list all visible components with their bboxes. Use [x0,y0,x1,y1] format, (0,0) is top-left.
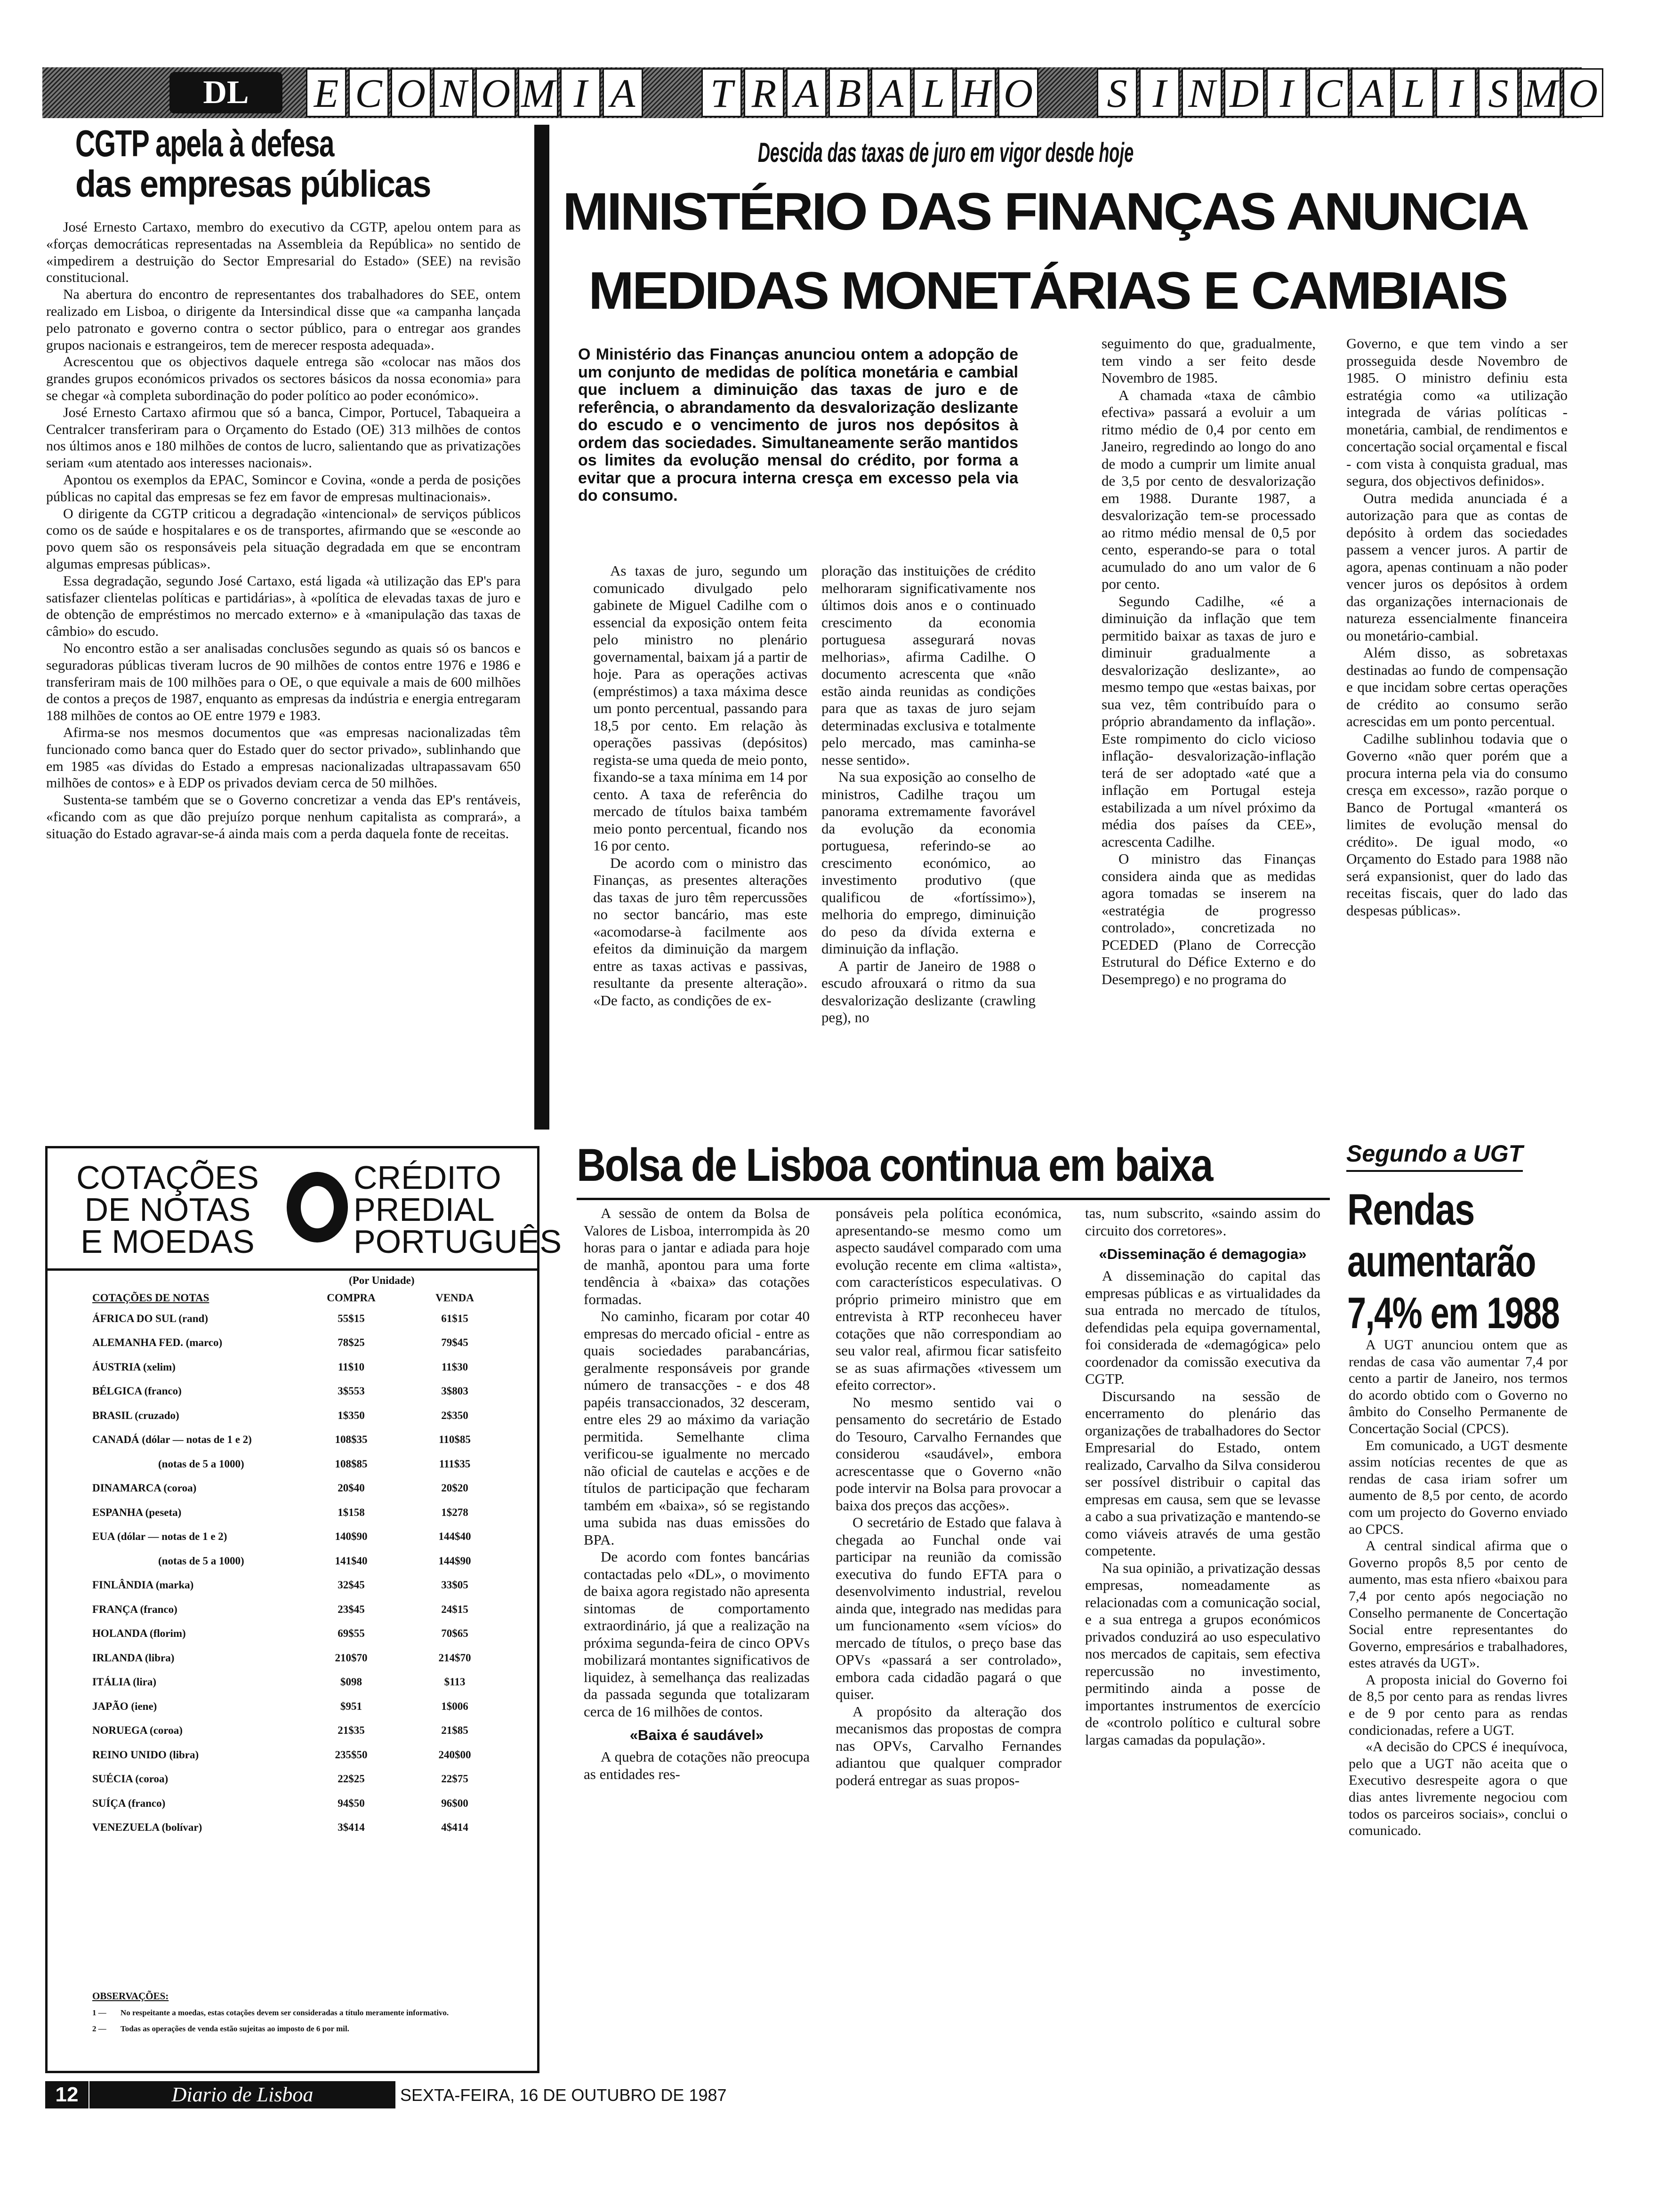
rate-currency: EUA (dólar — notas de 1 e 2) [92,1531,227,1543]
rate-buy: 210$70 [335,1651,368,1664]
rate-currency: ESPANHA (peseta) [92,1506,182,1518]
column-rule [534,125,549,1130]
table-row [92,1500,507,1525]
table-row [92,1597,507,1622]
header-letter: O [1563,68,1603,117]
rate-buy: 32$45 [338,1579,365,1591]
financas-column-2 [821,562,1036,1127]
rate-sell: 110$85 [439,1434,471,1446]
rate-buy: 20$40 [338,1482,365,1494]
rate-buy: 94$50 [338,1797,365,1809]
paragraph: Na abertura do encontro de representantes dos trabalhadores do SEE, ontem realizado em Lisboa, o dirigente da Intersindical disse que «a campanha lançada pelo patronato e governo contra o sector público, para o entregar aos grandes grupos nacionais e estrangeiros, tem de merecer resposta adequada». [46,287,521,353]
table-row [92,1646,507,1670]
rate-currency: IRLANDA (libra) [92,1651,175,1664]
paragraph: seguimento do que, gradualmente, tem vindo a ser feito desde Novembro de 1985. [1102,335,1316,386]
table-row [92,1791,507,1816]
rate-sell: $113 [444,1676,466,1688]
rate-sell: 144$40 [438,1531,471,1543]
header-letter: N [433,68,474,117]
paragraph: Afirma-se nos mesmos documentos que «as empresas nacionalizadas têm funcionado como banca quer do Estado quer do sector privado», sublinhando que em 1985 «as dívidas do Estado a empresas nacionalizadas ultrapassavam 650 milhões de contos» e à EDP os privados deviam cerca de 50 milhões. [46,724,521,791]
header-spacer [645,67,701,118]
rate-buy: 69$55 [338,1627,365,1640]
rate-sell: 21$85 [441,1724,468,1737]
header-letter: O [391,68,431,117]
rate-sell: 4$414 [441,1821,468,1834]
section-title [306,67,1605,118]
table-row [92,1452,507,1476]
rate-buy: 1$350 [338,1409,365,1421]
rate-currency: ITÁLIA (lira) [92,1676,157,1688]
table-row [92,1694,507,1719]
header-spacer [1040,67,1097,118]
header-letter: A [871,68,911,117]
brand-left-text: COTAÇÕES DE NOTAS E MOEDAS [76,1159,259,1260]
newspaper-logo: DL [169,72,282,113]
rate-sell: 33$05 [441,1579,468,1591]
rate-currency: ÁFRICA DO SUL (rand) [92,1312,209,1324]
header-letter: O [998,68,1038,117]
paragraph: Essa degradação, segundo José Cartaxo, está ligada «à utilização das EP's para satisfazer clientelas políticas e partidárias», à «política de elevadas taxas de juro e de obtenção de empréstimos no mercado externo» e à «manipulação das taxas de câmbio» do escudo. [46,573,521,640]
rate-buy: 141$40 [335,1555,368,1567]
header-letter: A [1351,68,1392,117]
table-row [92,1767,507,1792]
paragraph: A chamada «taxa de câmbio efectiva» passará a evoluir a um ritmo médio de 0,4 por cento em Janeiro, regredindo ao longo do ano de modo a cumprir um limite anual de 3,5 por cento de desvalorização em 1988. Durante 1987, a desvalorização tem-se processado ao ritmo médio mensal de 0,5 por cento, esperando-se para o total acumulado do ano um valor de 6 por cento. [1102,386,1316,592]
rate-currency: ÁUSTRIA (xelim) [92,1361,176,1373]
paragraph: Cadilhe sublinhou todavia que o Governo «não quer porém que a procura interna pela via do consumo cresça em excesso», razão porque o Banco de Portugal «manterá os limites de evolução mensal do crédito». De igual modo, «o Orçamento do Estado para 1988 não será expansionist, quer do lado das receitas fiscais, quer do lado das despesas públicas». [1346,730,1568,919]
rate-buy: 11$10 [338,1361,365,1373]
table-row [92,1306,507,1331]
table-row [92,1549,507,1573]
bank-emblem-icon [287,1172,348,1242]
paragraph: A sessão de ontem da Bolsa de Valores de Lisboa, interrompida às 20 horas para o jantar e adiada para hoje de manhã, apontou para uma forte tendência à «baixa» das cotações formadas. [584,1205,810,1307]
paragraph: José Ernesto Cartaxo afirmou que só a banca, Cimpor, Portucel, Tabaqueira a Centralcer transferiram para o Orçamento do Estado (OE) 313 milhões de contos nos últimos anos e 180 milhões de contos de lucro, salientando que as privatizações seriam «um atentado aos interesses nacionais». [46,404,521,471]
rate-buy: 108$85 [335,1458,368,1470]
cgtp-headline [75,123,546,208]
rate-sell: 214$70 [438,1651,471,1664]
rate-sell: 61$15 [441,1312,468,1324]
bolsa-column-2 [836,1205,1062,2076]
ugt-title-line2: aumentarão [1347,1236,1536,1286]
bolsa-subheading: «Baixa é saudável» [629,1727,764,1743]
header-letter: I [1266,68,1307,117]
financas-title-line2: MEDIDAS MONETÁRIAS E CAMBIAIS [588,261,1507,320]
paragraph: As taxas de juro, segundo um comunicado divulgado pelo gabinete de Miguel Cadilhe com o essencial da exposição ontem feita pelo ministro no plenário governamental, baixam já a partir de hoje. Para as operações activas (empréstimos) a taxa máxima desce um ponto percentual, passando para 18,5 por cento. Em relação às operações passivas (depósitos) regista-se uma queda de meio ponto, fixando-se a taxa mínima em 14 por cento. A taxa de referência do mercado de títulos baixa também meio ponto percentual, ficando nos 16 por cento. [593,562,807,854]
unit-note: (Por Unidade) [349,1274,415,1286]
rate-currency: FINLÂNDIA (marka) [92,1579,194,1591]
header-letter: C [348,68,389,117]
financas-title-line1: MINISTÉRIO DAS FINANÇAS ANUNCIA [563,182,1528,241]
paragraph: Governo, e que tem vindo a ser prosseguida desde Novembro de 1985. O ministro definiu esta estratégia como «a utilização integrada de várias políticas - monetária, cambial, de rendimentos e concertação social orçamental e fiscal - com vista à conquista gradual, mas segura, dos objectivos definidos». [1346,335,1568,489]
paragraph: No encontro estão a ser analisadas conclusões segundo as quais só os bancos e seguradoras públicas tiveram lucros de 90 milhões de contos entre 1976 e 1986 e transferiram mais de 100 milhões para o OE, o que equivale a mais de 600 milhões de contos a preços de 1987, enquanto as empresas da indústria e energia entregaram 188 milhões de contos ao OE entre 1979 e 1983. [46,640,521,724]
financas-lead: O Ministério das Finanças anunciou ontem a adopção de um conjunto de medidas de política monetária e cambial que incluem a diminuição das taxas de juro e de referência, o abrandamento da desvalorização deslizante do escudo e o vencimento de juros nos depósitos à ordem das sociedades. Simultaneamente serão mantidos os limites da evolução mensal do crédito, por forma a evitar que a procura interna cresça em excesso pela via do consumo. [578,346,1018,505]
rate-currency: REINO UNIDO (libra) [92,1748,199,1761]
header-letter: A [603,68,643,117]
page-number: 12 [45,2081,88,2108]
paragraph: A UGT anunciou ontem que as rendas de casa vão aumentar 7,4 por cento a partir de Janeiro, nos termos do acordo obtido com o Governo no âmbito do Conselho Permanente de Concertação Social (CPCS). [1349,1337,1568,1436]
rate-currency: NORUEGA (coroa) [92,1724,183,1737]
paragraph: A proposta inicial do Governo foi de 8,5 por cento para as rendas livres e de 9 por cento para as rendas condicionadas, refere a UGT. [1349,1672,1568,1738]
bolsa-subheading: «Disseminação é demagogia» [1099,1246,1307,1262]
col-header-currency: COTAÇÕES DE NOTAS [92,1292,209,1304]
header-letter: L [1393,68,1434,117]
table-row [92,1670,507,1695]
rate-currency: DINAMARCA (coroa) [92,1482,197,1494]
header-letter: C [1309,68,1349,117]
table-row [92,1355,507,1379]
financas-column-1 [593,562,807,1127]
rate-sell: 111$35 [439,1458,471,1470]
rate-sell: 70$65 [441,1627,468,1640]
cgtp-article-body [46,219,521,1127]
note-item: 1 — No respeitante a moedas, estas cotações devem ser consideradas a título meramente informativo. [92,2008,449,2017]
rate-currency: SUÍÇA (franco) [92,1797,166,1809]
paragraph: Sustenta-se também que se o Governo concretizar a venda das EP's rentáveis, «ficando com as que dão prejuízo porque nenhum capitalista as comprará», a situação do Estado agravar-se-á ainda mais com a perda daquela fonte de receitas. [46,792,521,842]
table-row [92,1379,507,1404]
cgtp-title-line2: das empresas públicas [75,163,431,205]
header-letter: D [1224,68,1264,117]
paragraph: Discursando na sessão de encerramento do plenário das organizações de trabalhadores do Sector Empresarial do Estado, ontem realizado, Carvalho da Silva considerou ser possível distribuir o capital das empresas em causa, sem que se levasse a cabo a sua privatização e mantendo-se como viáveis através de uma gestão competente. [1085,1387,1320,1559]
paragraph: Apontou os exemplos da EPAC, Somincor e Covina, «onde a perda de posições públicas no capital das empresas se fez em favor de empresas multinacionais». [46,472,521,505]
rate-sell: 79$45 [441,1337,468,1349]
ugt-title-line1: Rendas [1347,1185,1474,1234]
paragraph: ploração das instituições de crédito melhoraram significativamente nos últimos dois anos e o continuado crescimento da economia portuguesa assegurará novas melhorias», afirma Cadilhe. O documento acrescenta que «não estão ainda reunidas as condições para que as taxas de juro sejam determinadas exclusiva e totalmente pelo mercado, mas caminha-se nesse sentido». [821,562,1036,768]
rate-sell: 24$15 [441,1603,468,1615]
bolsa-title-rule [577,1198,1330,1200]
rate-buy: 108$35 [335,1434,368,1446]
exchange-rates-box [45,1146,562,2073]
bolsa-column-3 [1085,1205,1320,2076]
paragraph: O secretário de Estado que falava à chegada ao Funchal onde vai participar na reunião da comissão executiva do fundo EFTA para o desenvolvimento industrial, revelou ainda que, integrado nas medidas para um funcionamento «sem vícios» do mercado de títulos, o preço base das OPVs «passará a ser controlado», embora cada cidadão pagará o que quiser. [836,1514,1062,1702]
rate-buy: $951 [340,1700,362,1712]
header-letter: O [475,68,516,117]
brand-right-text: CRÉDITO PREDIAL PORTUGUÊS [354,1159,562,1260]
rate-sell: 22$75 [441,1773,468,1785]
rate-buy: 55$15 [338,1312,365,1324]
bolsa-title: Bolsa de Lisboa continua em baixa [577,1139,1212,1191]
table-row [92,1403,507,1428]
rate-currency: HOLANDA (florim) [92,1627,186,1640]
publication-date: SEXTA-FEIRA, 16 DE OUTUBRO DE 1987 [400,2085,727,2105]
ugt-kicker: Segundo a UGT [1346,1139,1523,1172]
paragraph: tas, num subscrito, «saindo assim do circuito dos corretores». [1085,1205,1320,1239]
paragraph: Na sua exposição ao conselho de ministros, Cadilhe traçou um panorama extremamente favorável da evolução da economia portuguesa, referindo-se ao crescimento económico, ao investimento produtivo (que qualificou de «fortíssimo»), melhoria do emprego, diminuição do peso da dívida externa e diminuição da inflação. [821,769,1036,957]
paragraph: A propósito da alteração dos mecanismos das propostas de compra nas OPVs, Carvalho Fernandes adiantou que qualquer comprador poderá entregar as suas propos- [836,1703,1062,1788]
financas-kicker: Descida das taxas de juro em vigor desde hoje [758,137,1134,168]
rate-currency: FRANÇA (franco) [92,1603,177,1615]
rate-sell: 1$006 [441,1700,468,1712]
rate-sell: 3$803 [441,1385,468,1397]
rate-buy: 1$158 [338,1506,365,1518]
header-letter: H [956,68,996,117]
financas-column-4 [1346,335,1568,1128]
paragraph: De acordo com o ministro das Finanças, as presentes alterações das taxas de juro têm repercussões no sector bancário, mas este «acomodarse-à facilmente aos efeitos da diminuição da margem entre as taxas activas e passivas, resultante da presente alteração». «De facto, as condições de ex- [593,854,807,1009]
table-row [92,1428,507,1452]
rate-currency: JAPÃO (iene) [92,1700,157,1712]
note-item: 2 — Todas as operações de venda estão sujeitas ao imposto de 6 por mil. [92,2024,349,2033]
paragraph: Na sua opinião, a privatização dessas empresas, nomeadamente as relacionadas com a comunicação social, e a sua entrega a grupos económicos privados conduzirá ao uso especulativo nos mercados de capitais, sem efectiva repercussão no investimento, permitindo ainda a posse de importantes instrumentos de exercício de «controlo político e cultural sobre largas camadas da população». [1085,1559,1320,1748]
cgtp-title-line1: CGTP apela à defesa [75,122,334,164]
paragraph: A quebra de cotações não preocupa as entidades res- [584,1748,810,1782]
header-letter: S [1097,68,1137,117]
rate-sell: 11$30 [441,1361,468,1373]
paragraph: No caminho, ficaram por cotar 40 empresas do mercado oficial - entre as quais sociedades parabancárias, geralmente responsáveis por grande número de transacções - e dos 48 papéis transaccionados, 32 desceram, entre eles 29 ao máximo da variação permitida. Semelhante clima verificou-se igualmente no mercado não oficial de cautelas e acções e de títulos de participação que fecharam também em «baixa», só se registando uma subida nas duas emissões do BPA. [584,1308,810,1548]
rate-sell: 20$20 [441,1482,468,1494]
paragraph: Em comunicado, a UGT desmente assim notícias recentes de que as rendas de casa iriam sofrer um aumento de 8,5 por cento, de acordo com um projecto do Governo enviado ao CPCS. [1349,1437,1568,1537]
rate-currency: VENEZUELA (bolívar) [92,1821,202,1834]
rate-buy: 22$25 [338,1773,365,1785]
table-row [92,1622,507,1646]
col-header-buy: COMPRA [327,1292,376,1304]
notes-title: OBSERVAÇÕES: [92,1990,169,2002]
header-letter: T [701,68,742,117]
header-letter: I [1436,68,1476,117]
rate-sell: 144$90 [438,1555,471,1567]
rate-buy: 3$553 [338,1385,365,1397]
header-letter: L [913,68,954,117]
exchange-rates-table [92,1290,507,1840]
header-letter: I [560,68,601,117]
rate-buy: 23$45 [338,1603,365,1615]
bolsa-column-1 [584,1205,810,2076]
header-letter: A [786,68,827,117]
ugt-article-body [1349,1337,1568,2076]
rate-buy: 235$50 [335,1748,368,1761]
rate-currency: (notas de 5 a 1000) [158,1555,244,1567]
table-header-row [92,1290,507,1306]
paragraph: O dirigente da CGTP criticou a degradação «intencional» de serviços públicos como os de saúde e hospitalares e os de transportes, afirmando que se «esconde ao povo quem são os responsáveis pela situação degradada em que se encontram algumas empresas públicas». [46,505,521,572]
financas-column-3 [1102,335,1316,1128]
table-row [92,1816,507,1840]
table-row [92,1331,507,1355]
paragraph: ponsáveis pela política económica, apresentando-se mesmo como um aspecto saudável comparado com uma evolução recente em clima «altista», com característicos especulativas. O próprio primeiro ministro que em entrevista à RTP reconheceu haver cotações que não correspondiam ao seu valor real, afirmou ficar satisfeito se as suas afirmações «tivessem um efeito corrector». [836,1205,1062,1393]
rate-sell: 240$00 [438,1748,471,1761]
paragraph: A disseminação do capital das empresas públicas e as virtualidades da sua entrada no mercado de títulos, defendidas pela equipa governamental, foi considerada de «demagógica» pelo coordenador da comissão executiva da CGTP. [1085,1267,1320,1387]
rate-currency: SUÉCIA (coroa) [92,1773,169,1785]
newspaper-name: Diario de Lisboa [89,2081,395,2108]
header-letter: B [828,68,869,117]
rate-buy: 78$25 [338,1337,365,1349]
paragraph: José Ernesto Cartaxo, membro do executivo da CGTP, apelou ontem para as «forças democráticas representadas na Assembleia da República» no sentido de «impedirem a destruição do Sector Empresarial do Estado» (SEE) na revisão constitucional. [46,219,521,286]
rate-currency: BRASIL (cruzado) [92,1409,179,1421]
table-row [92,1743,507,1767]
rate-sell: 96$00 [441,1797,468,1809]
rate-sell: 1$278 [441,1506,468,1518]
header-letter: R [744,68,784,117]
paragraph: Segundo Cadilhe, «é a diminuição da inflação que tem permitido baixar as taxas de juro e diminuir gradualmente a desvalorização deslizante», ao mesmo tempo que «estas baixas, por sua vez, têm contribuído para o próprio abrandamento da inflação». Este rompimento do ciclo vicioso inflação- desvalorização-inflação terá de ser adoptado «até que a inflação em Portugal esteja estabilizada a um nível próximo da média dos países da CEE», acrescenta Cadilhe. [1102,593,1316,850]
paragraph: De acordo com fontes bancárias contactadas pelo «DL», o movimento de baixa agora registado não apresenta sintomas de comportamento extraordinário, já que a realização na próxima segunda-feira de cinco OPVs mobilizará montantes significativos de liquidez, à semelhança das realizadas da passada segunda que totalizaram cerca de 16 milhões de contos. [584,1548,810,1720]
rate-currency: CANADÁ (dólar — notas de 1 e 2) [92,1434,252,1446]
rate-buy: 140$90 [335,1531,368,1543]
table-row [92,1525,507,1549]
header-letter: M [1520,68,1561,117]
exchange-rates-brand [48,1148,562,1271]
section-header-bar [42,67,1598,118]
table-row [92,1476,507,1501]
paragraph: «A decisão do CPCS é inequívoca, pelo que a UGT não aceita que o Executivo desrespeite agora o que dias antes livremente negociou com todos os parceiros sociais», conclui o comunicado. [1349,1739,1568,1839]
exchange-notes [92,1991,507,2040]
header-letter: I [1139,68,1180,117]
paragraph: O ministro das Finanças considera ainda que as medidas agora tomadas se inserem na «estratégia de progresso controlado», concretizada no PCEDED (Plano de Correcção Estrutural do Défice Externo e do Desemprego) e no programa do [1102,850,1316,987]
rate-buy: 21$35 [338,1724,365,1737]
paragraph: A central sindical afirma que o Governo propôs 8,5 por cento de aumento, mas esta nfiero «baixou para 7,4 por cento após negociação no Conselho permanente de Concertação Social entre representantes do Governo, empresários e trabalhadores, estes através da UGT». [1349,1538,1568,1671]
rate-currency: BÉLGICA (franco) [92,1385,182,1397]
paragraph: Além disso, as sobretaxas destinadas ao fundo de compensação e que incidam sobre certas operações de crédito ao consumo serão acrescidas em um ponto percentual. [1346,644,1568,729]
col-header-sell: VENDA [435,1292,474,1304]
table-row [92,1573,507,1598]
header-letter: M [518,68,558,117]
rate-currency: ALEMANHA FED. (marco) [92,1337,223,1349]
header-letter: E [306,68,346,117]
paragraph: Acrescentou que os objectivos daquele entrega são «colocar nas mãos dos grandes grupos económicos privados os sectores básicos da nossa economia» para se chegar «à completa subordinação do poder político ao poder económico». [46,354,521,403]
header-letter: S [1478,68,1519,117]
ugt-title-line3: 7,4% em 1988 [1347,1288,1560,1338]
rate-sell: 2$350 [441,1409,468,1421]
rate-buy: $098 [340,1676,362,1688]
table-row [92,1719,507,1743]
paragraph: No mesmo sentido vai o pensamento do secretário de Estado do Tesouro, Carvalho Fernandes que considerou «saudável», embora acrescentasse que o Governo «não pode intervir na Bolsa para provocar a baixa dos preços das acções». [836,1394,1062,1514]
rate-currency: (notas de 5 a 1000) [158,1458,244,1470]
header-letter: N [1182,68,1222,117]
paragraph: Outra medida anunciada é a autorização para que as contas de depósito à ordem das sociedades passem a vencer juros. A partir de agora, apenas continuam a não poder vencer juros os depósitos à ordem das organizações internacionais de natureza essencialmente financeira ou monetário-cambial. [1346,489,1568,644]
rate-buy: 3$414 [338,1821,365,1834]
paragraph: A partir de Janeiro de 1988 o escudo afrouxará o ritmo da sua desvalorização deslizante (crawling peg), no [821,957,1036,1026]
